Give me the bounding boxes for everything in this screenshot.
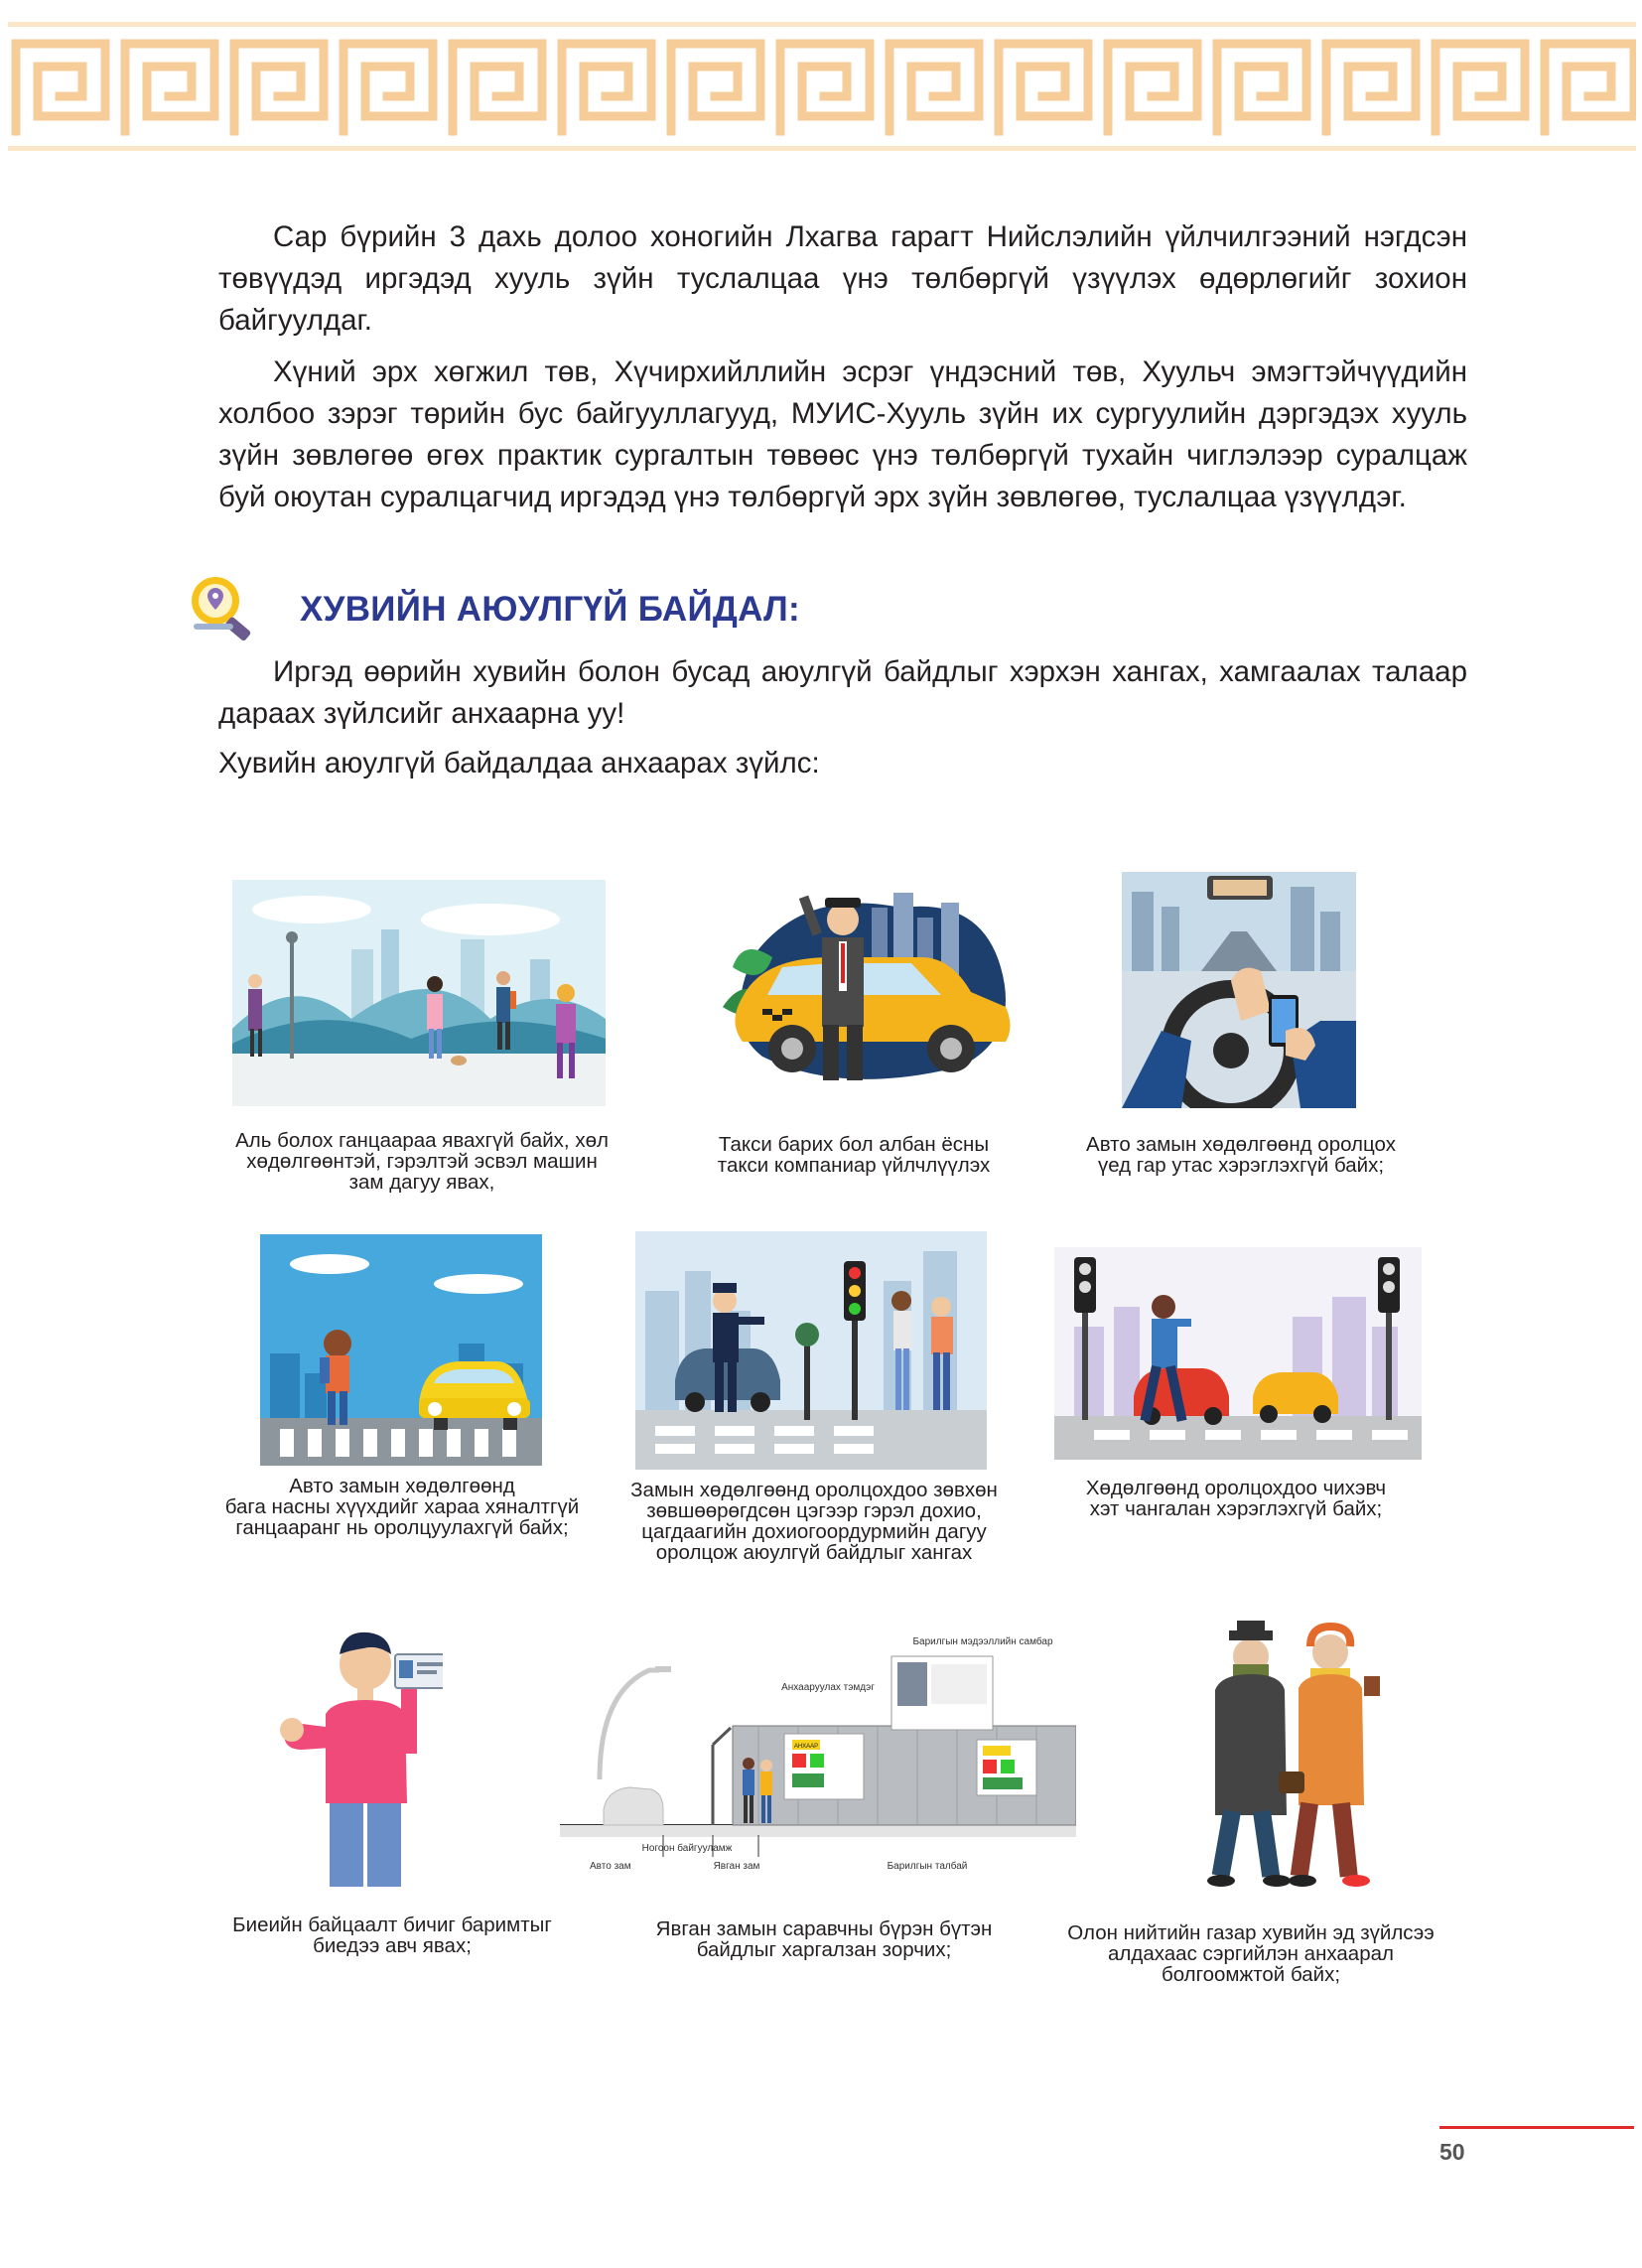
caption-line: такси компаниар үйлчлүүлэх — [717, 1154, 991, 1177]
caption-line: зам дагуу явах, — [348, 1171, 495, 1194]
tip-caption-6 — [1052, 1478, 1420, 1519]
caption-line: Хөдөлгөөнд оролцохдоо чихэвч — [1085, 1477, 1387, 1499]
caption-line: Замын хөдөлгөөнд оролцохдоо зөвхөн — [630, 1479, 998, 1501]
construction-walkway-diagram — [560, 1630, 1076, 1885]
child-crosswalk-illustration — [260, 1234, 542, 1466]
caption-line: Авто замын хөдөлгөөнд оролцох — [1086, 1133, 1396, 1156]
caption-line: Авто замын хөдөлгөөнд — [289, 1475, 515, 1497]
caption-line: Явган замын саравчны бүрэн бүтэн — [655, 1917, 993, 1940]
tip-caption-9 — [1052, 1922, 1449, 1985]
caption-line: үед гар утас хэрэглэхгүй байх; — [1097, 1154, 1385, 1177]
caption-line: байдлыг харгалзан зорчих; — [696, 1938, 952, 1961]
warning-sign-text: АНХААР — [793, 1744, 819, 1750]
caption-line: Аль болох ганцаараа явахгүй байх, хөл — [235, 1129, 609, 1152]
tip-caption-3 — [1062, 1134, 1420, 1176]
driver-phone-illustration — [1122, 872, 1356, 1108]
greek-key-border — [8, 22, 1636, 151]
section-title: ХУВИЙН АЮУЛГҮЙ БАЙДАЛ: — [300, 590, 800, 629]
headphone-pedestrian-illustration — [1054, 1247, 1422, 1460]
caption-line: Такси барих бол албан ёсны — [718, 1133, 990, 1156]
caption-line: Биеийн байцаалт бичиг баримтыг — [232, 1914, 552, 1936]
section-intro: Иргэд өөрийн хувийн болон бусад аюулгүй байдлыг хэрхэн хангах, хамгаалах талаар дараах зүйлсийг анхаарна уу! — [218, 655, 1467, 730]
green-area-label: Ногоон байгууламж — [641, 1843, 733, 1854]
caption-line: Олон нийтийн газар хувийн эд зүйлсээ — [1067, 1921, 1435, 1944]
park-walkers-illustration — [232, 880, 606, 1106]
id-card-man-illustration — [274, 1625, 443, 1887]
walkway-label: Явган зам — [713, 1861, 760, 1872]
page-number-rule — [1439, 2126, 1634, 2129]
caption-line: зөвшөөрөгдсөн цэгээр гэрэл дохио, — [646, 1499, 982, 1522]
sign-label: Анхааруулах тэмдэг — [781, 1682, 875, 1693]
page-number: 50 — [1439, 2139, 1465, 2165]
caption-line: болгоомжтой байх; — [1161, 1963, 1341, 1986]
tip-caption-4 — [189, 1476, 616, 1538]
site-label: Барилгын талбай — [887, 1861, 968, 1872]
board-label: Барилгын мэдээллийн самбар — [912, 1636, 1053, 1647]
caption-line: оролцож аюулгүй байдлыг хангах — [655, 1541, 973, 1564]
caption-line: биедээ авч явах; — [313, 1934, 472, 1957]
caption-line: хэт чангалан хэрэглэхгүй байх; — [1089, 1497, 1383, 1520]
caption-line: алдахаас сэргийлэн анхаарал — [1108, 1942, 1394, 1965]
road-label: Авто зам — [590, 1861, 631, 1872]
tip-caption-8 — [635, 1918, 1013, 1960]
tip-caption-7 — [199, 1914, 586, 1956]
police-crossing-illustration — [635, 1231, 987, 1470]
caption-line: цагдаагийн дохиогоордурмийн дагуу — [641, 1520, 987, 1543]
elderly-couple-illustration — [1181, 1617, 1410, 1889]
location-pin-magnifier-icon — [189, 574, 258, 643]
tip-caption-2 — [685, 1134, 1023, 1176]
tip-caption-5 — [606, 1480, 1023, 1563]
caption-line: бага насны хүүхдийг хараа хяналтгүй — [224, 1495, 580, 1518]
paragraph-1: Сар бүрийн 3 дахь долоо хоногийн Лхагва гарагт Нийслэлийн үйлчилгээний нэгдсэн төвүүдэд иргэдэд хууль зүйн туслалцаа үнэ төлбөргүй үзүүлэх өдөрлөгийг зохион байгуулдаг. — [218, 220, 1467, 337]
taxi-driver-illustration — [723, 878, 1015, 1088]
paragraph-2: Хүний эрх хөгжил төв, Хүчирхийллийн эсрэг үндэсний төв, Хуульч эмэгтэйчүүдийн холбоо зэрэг төрийн бус байгууллагууд, МУИС-Хууль зүйн их сургуулийн дэргэдэх хууль зүйн зөвлөгөө өгөх практик сургалтын төвөөс үнэ төлбөргүй тухайн чиглэлээр суралцаж буй оюутан суралцагчид иргэдэд үнэ төлбөргүй эрх зүйн зөвлөгөө, туслалцаа үзүүлдэг. — [218, 355, 1467, 513]
caption-line: ганцааранг нь оролцуулахгүй байх; — [235, 1516, 569, 1539]
tip-caption-1 — [199, 1130, 645, 1193]
section-subtitle: Хувийн аюулгүй байдалдаа анхаарах зүйлс: — [218, 747, 820, 780]
caption-line: хөдөлгөөнтэй, гэрэлтэй эсвэл машин — [246, 1150, 598, 1173]
